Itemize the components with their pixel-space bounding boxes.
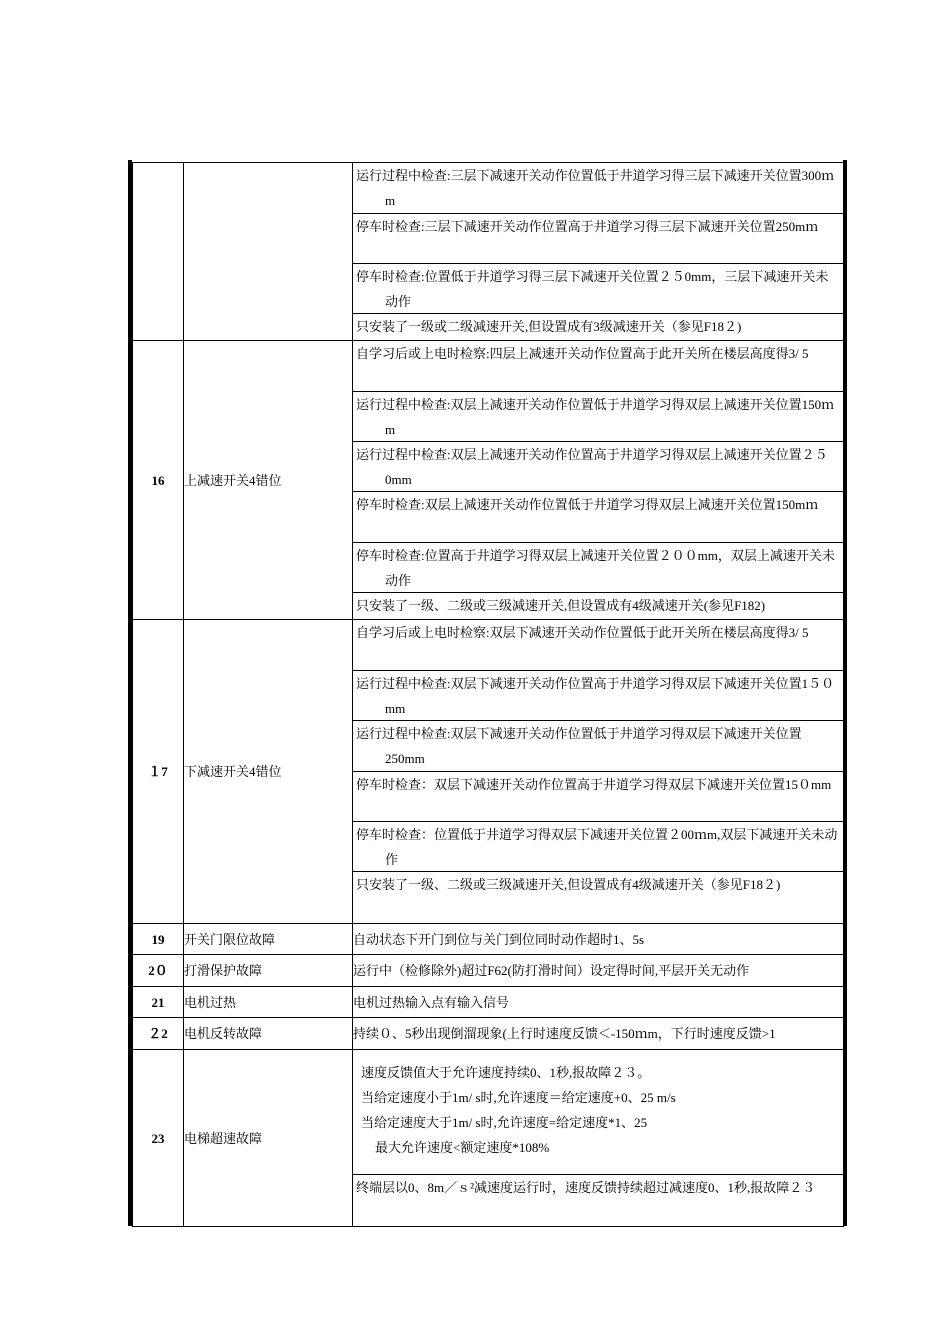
speed-line: 当给定速度大于1m/ s时,允许速度=给定速度*1、25 [361, 1115, 648, 1130]
fault-name: 上减速开关4错位 [184, 341, 353, 620]
speed-line: 速度反馈值大于允许速度持续0、1秒,报故障２３。 [361, 1065, 651, 1080]
fault-name: 电机反转故障 [184, 1018, 353, 1050]
fault-name: 下减速开关4错位 [184, 620, 353, 924]
table-row [133, 620, 844, 924]
fault-code: 23 [133, 1050, 184, 1227]
fault-name [184, 163, 353, 341]
fault-desc: 持续０、5秒出现倒溜现象(上行时速度反馈＜-150ｍm，下行时速度反馈>1 [353, 1018, 844, 1050]
fault-descriptions [353, 163, 844, 341]
fault-code: ２2 [133, 1018, 184, 1050]
fault-descriptions [353, 341, 844, 620]
fault-desc: 电机过热输入点有输入信号 [353, 987, 844, 1018]
fault-desc: 只安装了一级、二级或三级减速开关,但设置成有4级减速开关（参见F18２) [356, 877, 781, 892]
fault-code: 2０ [133, 955, 184, 987]
fault-desc: 停车时检查：双层下减速开关动作位置高于井道学习得双层下减速开关位置15０mm [353, 772, 843, 822]
fault-code: 19 [133, 924, 184, 955]
fault-desc: 停车时检查:三层下减速开关动作位置高于井道学习得三层下减速开关位置250mｍ [353, 214, 843, 264]
table-row [133, 1018, 844, 1050]
fault-desc: 运行过程中检查:三层下减速开关动作位置低于井道学习得三层下减速开关位置300ｍm [353, 163, 843, 214]
fault-desc: 运行过程中检查:双层下减速开关动作位置高于井道学习得双层下减速开关位置1５０mm [353, 671, 843, 721]
fault-desc: 自学习后或上电时检察:四层上减速开关动作位置高于此开关所在楼层高度得3/ 5 [353, 341, 843, 392]
fault-name: 电梯超速故障 [184, 1050, 353, 1227]
fault-code: 16 [133, 341, 184, 620]
fault-name: 打滑保护故障 [184, 955, 353, 987]
fault-code: 21 [133, 987, 184, 1018]
fault-desc: 只安装了一级、二级或三级减速开关,但设置成有4级减速开关(参见F182) [356, 598, 766, 613]
table-row [133, 955, 844, 987]
fault-desc: 停车时检查：位置低于井道学习得双层下减速开关位置２00ｍm,双层下减速开关未动作 [353, 822, 843, 872]
fault-code: １7 [133, 620, 184, 924]
speed-rules [353, 1050, 843, 1175]
fault-desc: 停车时检查:位置低于井道学习得三层下减速开关位置２５0mm，三层下减速开关未动作 [353, 264, 843, 314]
fault-table [132, 162, 844, 1227]
fault-desc: 终端层以0、8m／ｓ²减速度运行时，速度反馈持续超过减速度0、1秒,报故障２３ [356, 1180, 816, 1195]
fault-desc: 停车时检查:位置高于井道学习得双层上减速开关位置２００mm，双层上减速开关未动作 [353, 543, 843, 593]
fault-desc: 自动状态下开门到位与关门到位同时动作超时1、5s [353, 924, 844, 955]
fault-name: 开关门限位故障 [184, 924, 353, 955]
table-row [133, 924, 844, 955]
fault-desc: 运行过程中检查:双层下减速开关动作位置低于井道学习得双层下减速开关位置250mm [353, 721, 843, 772]
fault-desc: 运行过程中检查:双层上减速开关动作位置高于井道学习得双层上减速开关位置２５0mm [353, 442, 843, 492]
fault-desc: 运行过程中检查:双层上减速开关动作位置低于井道学习得双层上减速开关位置150ｍm [353, 392, 843, 442]
fault-descriptions [353, 620, 844, 924]
fault-desc: 自学习后或上电时检察:双层下减速开关动作位置低于此开关所在楼层高度得3/ 5 [353, 620, 843, 671]
table-row [133, 1050, 844, 1227]
fault-desc: 只安装了一级或二级减速开关,但设置成有3级减速开关（参见F18２) [356, 319, 742, 334]
fault-name: 电机过热 [184, 987, 353, 1018]
speed-line: 最大允许速度<额定速度*108% [375, 1140, 550, 1155]
speed-line: 当给定速度小于1m/ s时,允许速度＝给定速度+0、25 m/s [361, 1090, 676, 1105]
table-row [133, 341, 844, 620]
table-row [133, 163, 844, 341]
fault-descriptions [353, 1050, 844, 1227]
fault-desc: 停车时检查:双层上减速开关动作位置低于井道学习得双层上减速开关位置150mｍ [353, 492, 843, 543]
fault-code [133, 163, 184, 341]
fault-desc: 运行中（检修除外)超过F62(防打滑时间）设定得时间,平层开关无动作 [353, 955, 844, 987]
table-row [133, 987, 844, 1018]
